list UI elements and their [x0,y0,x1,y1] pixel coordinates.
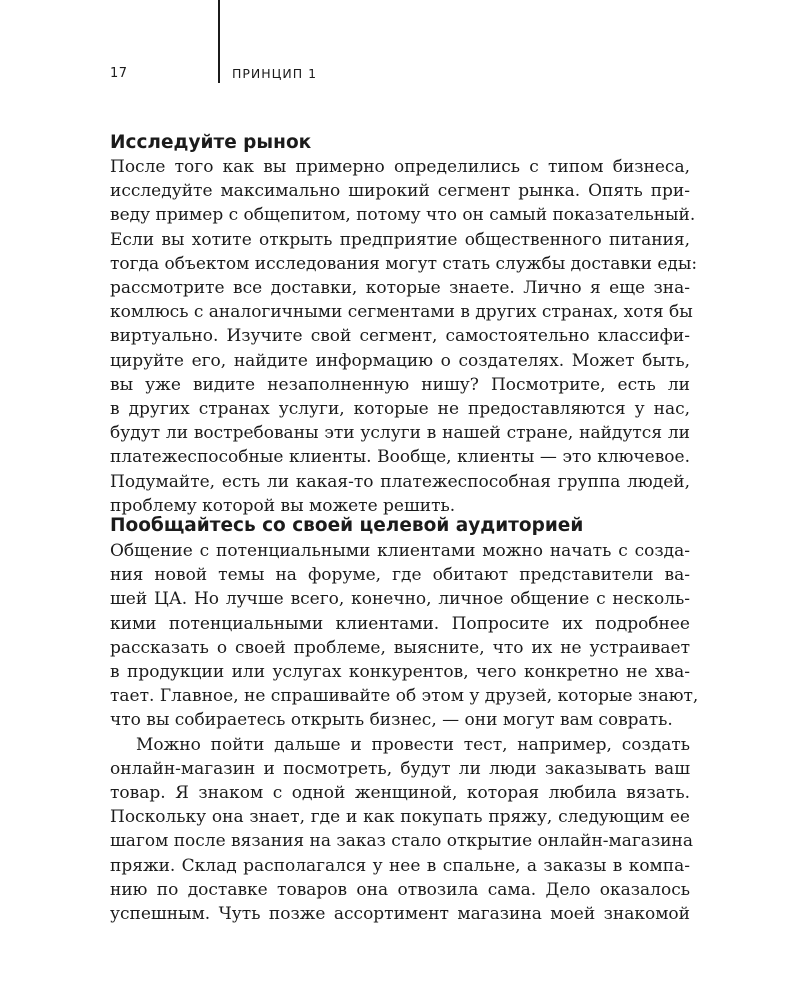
paragraph [110,539,699,733]
text-line: рассмотрите все доставки, которые знаете. Лично я еще зна- [110,278,690,299]
text-line: шей ЦА. Но лучше всего, конечно, личное общение с несколь- [110,589,690,610]
running-head: ПРИНЦИП 1 [232,66,318,81]
text-line: После того как вы примерно определились с типом бизнеса, [110,157,690,177]
section-heading-target-audience: Пообщайтесь со своей целевой аудиторией [110,515,584,536]
text-line: пряжи. Склад располагался у нее в спальне, а заказы в компа- [110,855,690,876]
text-line: виртуально. Изучите свой сегмент, самостоятельно классифи- [110,326,690,347]
text-line: Поскольку она знает, где и как покупать пряжу, следующим ее [110,807,690,828]
header-vertical-rule [218,0,220,83]
text-line: вы уже видите незаполненную нишу? Посмотрите, есть ли [110,374,690,395]
text-line: цируйте его, найдите информацию о создателях. Может быть, [110,350,690,371]
section-body-target-audience [110,539,699,926]
page-number: 17 [110,66,128,81]
paragraph [110,155,698,518]
text-line: Можно пойти дальше и провести тест, например, создать [136,734,690,755]
text-line: онлайн-магазин и посмотреть, будут ли люди заказывать ваш [110,758,690,779]
text-line: исследуйте максимально широкий сегмент рынка. Опять при- [110,181,690,202]
text-line: Если вы хотите открыть предприятие общественного питания, [110,229,690,250]
text-line: Подумайте, есть ли какая-то платежеспособная группа людей, [110,471,690,492]
text-line: проблему которой вы можете решить. [110,495,456,516]
text-line: успешным. Чуть позже ассортимент магазина моей знакомой [110,904,690,925]
text-line: Общение с потенциальными клиентами можно начать с созда- [110,541,690,561]
text-line: рассказать о своей проблеме, выясните, что их не устраивает [110,637,690,658]
text-line: платежеспособные клиенты. Вообще, клиенты — это ключевое. [110,447,690,468]
text-line: в продукции или услугах конкурентов, чего конкретно не хва- [110,662,690,683]
text-line: шагом после вязания на заказ стало открытие онлайн-магазина [110,831,694,852]
text-line: комлюсь с аналогичными сегментами в других странах, хотя бы [110,302,693,323]
section-body-research-market [110,155,698,518]
text-line: тогда объектом исследования могут стать службы доставки еды: [110,253,698,274]
text-line: кими потенциальными клиентами. Попросите их подробнее [110,613,690,634]
paragraph [110,733,694,927]
text-line: тает. Главное, не спрашивайте об этом у друзей, которые знают, [110,686,699,707]
text-line: нию по доставке товаров она отвозила сама. Дело оказалось [110,879,690,900]
text-line: в других странах услуги, которые не предоставляются у нас, [110,399,690,420]
text-line: будут ли востребованы эти услуги в нашей стране, найдутся ли [110,423,690,444]
section-heading-research-market: Исследуйте рынок [110,132,312,153]
text-line: веду пример с общепитом, потому что он самый показательный. [110,205,696,226]
text-line: товар. Я знаком с одной женщиной, которая любила вязать. [110,783,690,804]
text-line: ния новой темы на форуме, где обитают представители ва- [110,565,690,586]
text-line: что вы собираетесь открыть бизнес, — они могут вам соврать. [110,710,673,731]
